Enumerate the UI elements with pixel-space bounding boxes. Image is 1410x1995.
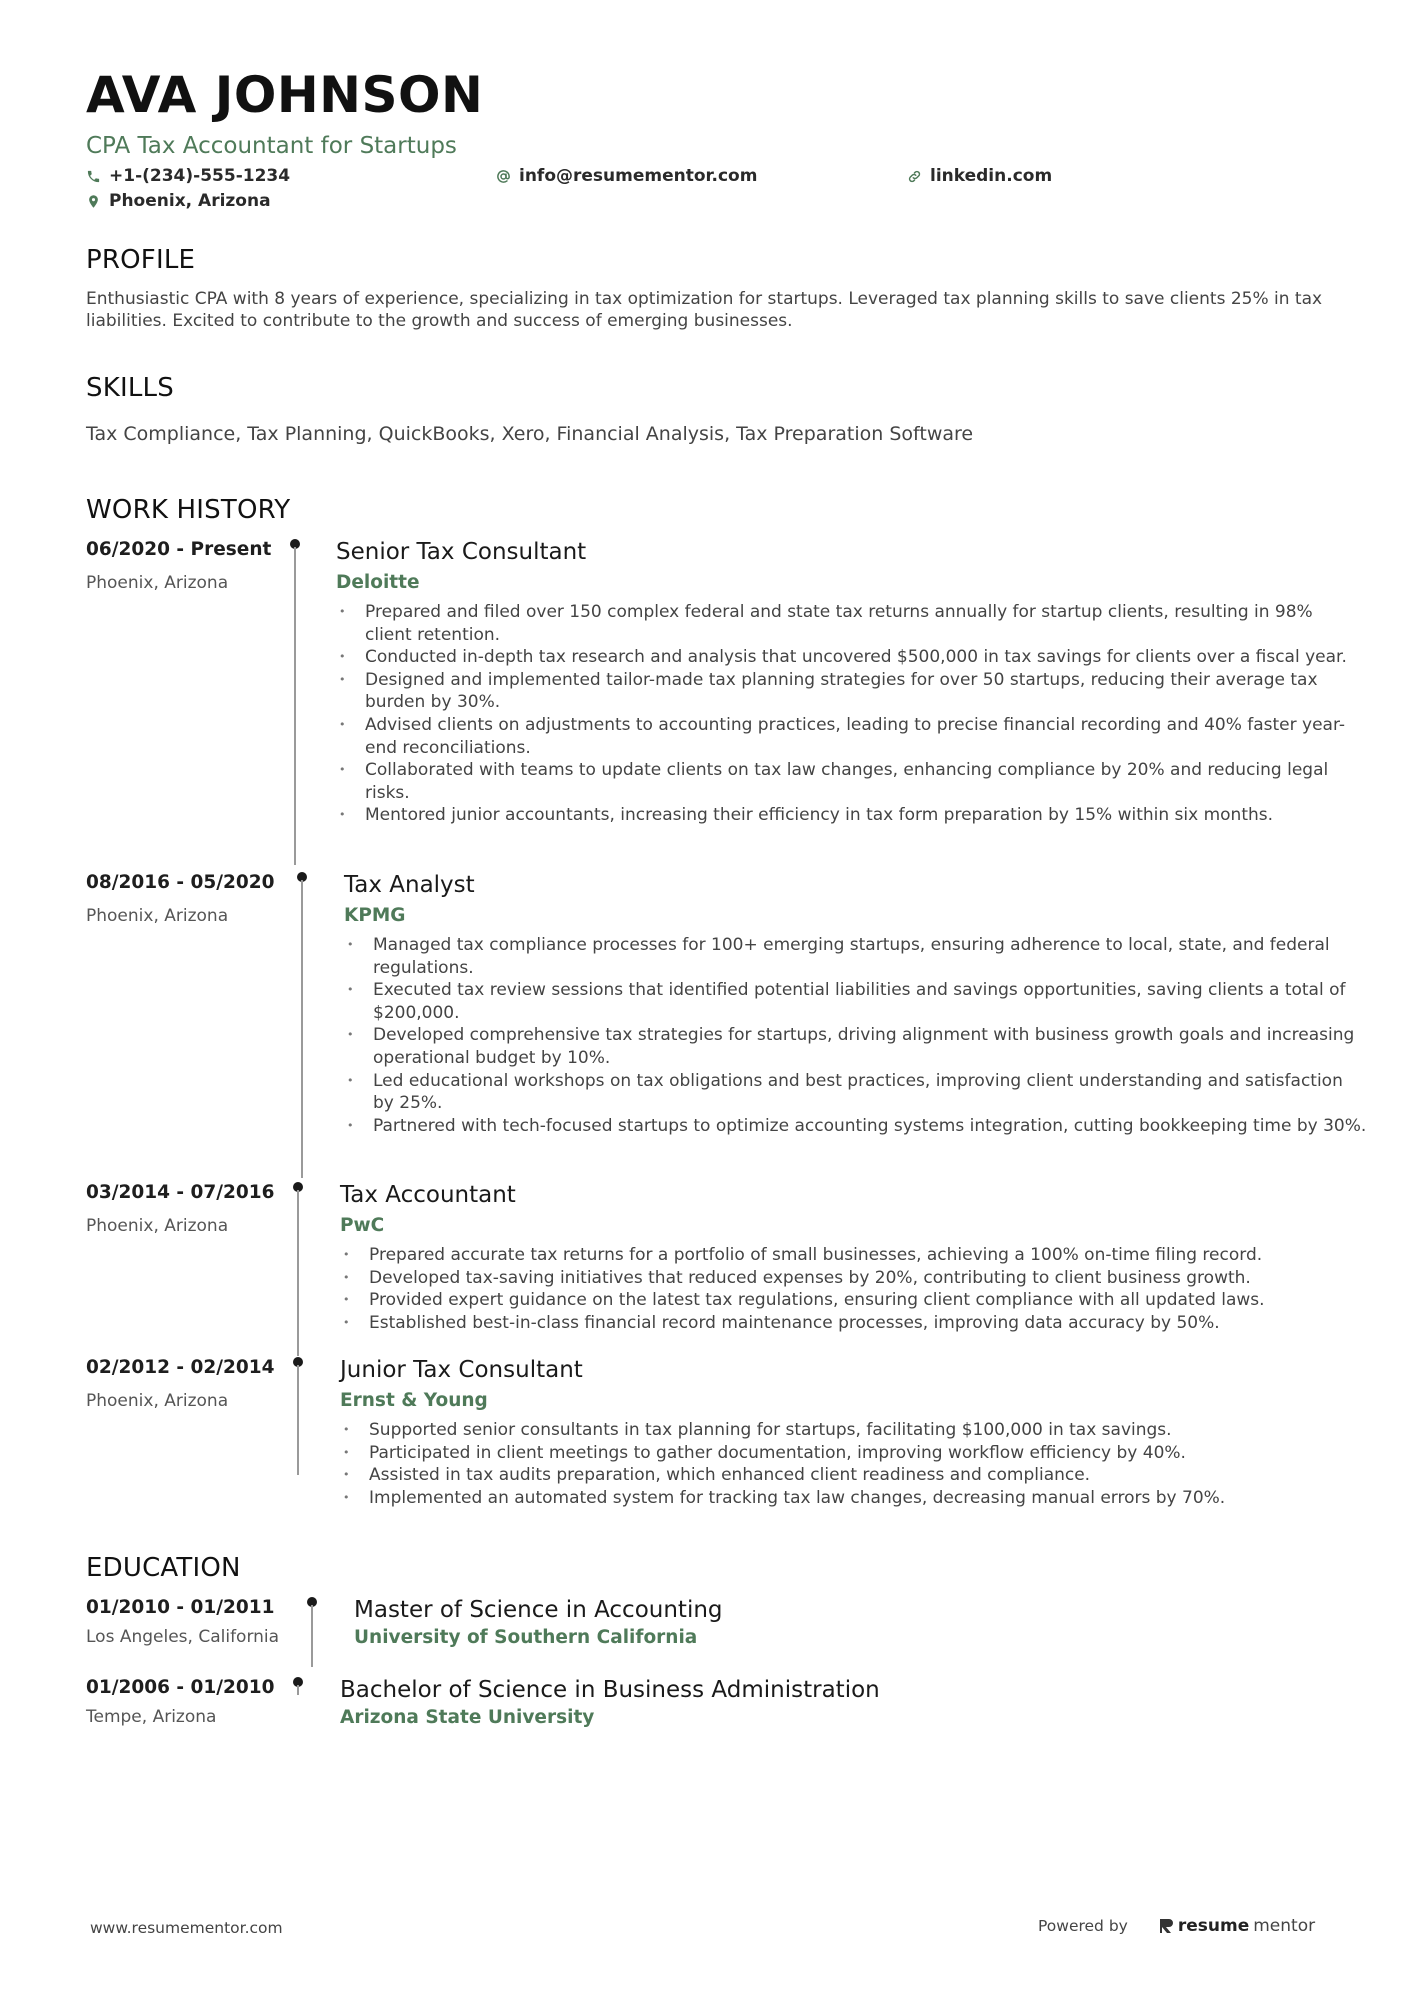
candidate-role: CPA Tax Accountant for Startups bbox=[86, 133, 457, 159]
phone-icon bbox=[86, 169, 101, 184]
job-location: Phoenix, Arizona bbox=[86, 906, 229, 926]
job-title: Tax Accountant bbox=[340, 1182, 516, 1208]
job-dates: 02/2012 - 02/2014 bbox=[86, 1357, 275, 1378]
education-dates: 01/2006 - 01/2010 bbox=[86, 1677, 275, 1698]
brand-name-first: resume bbox=[1177, 1916, 1250, 1936]
job-bullet: • Prepared and filed over 150 complex federal and state tax returns annually for startup clients, resulting in 98% client retention. bbox=[336, 601, 1361, 646]
education-heading: EDUCATION bbox=[86, 1553, 241, 1583]
contact-location bbox=[86, 191, 271, 211]
contact-linkedin[interactable] bbox=[907, 166, 1052, 186]
job-bullet: • Partnered with tech-focused startups to optimize accounting systems integration, cutting bookkeeping time by 30%. bbox=[344, 1115, 1369, 1138]
job-company: KPMG bbox=[344, 905, 406, 926]
job-bullets bbox=[340, 1244, 1365, 1334]
job-company: Deloitte bbox=[336, 572, 420, 593]
job-company: Ernst & Young bbox=[340, 1390, 488, 1411]
phone-text: +1-(234)-555-1234 bbox=[109, 166, 291, 186]
powered-by-text: Powered by bbox=[1038, 1917, 1128, 1935]
job-location: Phoenix, Arizona bbox=[86, 1391, 229, 1411]
education-school: Arizona State University bbox=[340, 1707, 595, 1728]
education-location: Los Angeles, California bbox=[86, 1627, 280, 1647]
education-school: University of Southern California bbox=[354, 1627, 698, 1648]
job-bullet: • Prepared accurate tax returns for a portfolio of small businesses, achieving a 100% on-time filing record. bbox=[340, 1244, 1365, 1267]
brand-name-second: mentor bbox=[1253, 1916, 1316, 1936]
job-dates: 06/2020 - Present bbox=[86, 539, 272, 560]
brand-logo-icon bbox=[1158, 1917, 1174, 1935]
job-bullet: • Led educational workshops on tax obligations and best practices, improving client understanding and satisfaction by 25%. bbox=[344, 1070, 1369, 1115]
profile-heading: PROFILE bbox=[86, 245, 196, 275]
job-bullet: • Implemented an automated system for tracking tax law changes, decreasing manual errors by 70%. bbox=[340, 1487, 1365, 1510]
job-title: Tax Analyst bbox=[344, 872, 475, 898]
job-bullet: • Conducted in-depth tax research and analysis that uncovered $500,000 in tax savings for clients over a fiscal year. bbox=[336, 646, 1361, 669]
location-text: Phoenix, Arizona bbox=[109, 191, 271, 211]
job-bullet: • Developed comprehensive tax strategies for startups, driving alignment with business growth goals and increasing operational budget by 10%. bbox=[344, 1024, 1369, 1069]
job-title: Senior Tax Consultant bbox=[336, 539, 587, 565]
timeline-line bbox=[294, 547, 296, 865]
job-bullet: • Managed tax compliance processes for 100+ emerging startups, ensuring adherence to local, state, and federal regulations. bbox=[344, 934, 1369, 979]
job-location: Phoenix, Arizona bbox=[86, 573, 229, 593]
map-pin-icon bbox=[86, 194, 101, 209]
candidate-name: AVA JOHNSON bbox=[86, 66, 484, 124]
timeline-line bbox=[297, 1365, 299, 1475]
job-bullet: • Executed tax review sessions that identified potential liabilities and savings opportunities, saving clients a total of $200,000. bbox=[344, 979, 1369, 1024]
job-bullet: • Collaborated with teams to update clients on tax law changes, enhancing compliance by 20% and reducing legal risks. bbox=[336, 759, 1361, 804]
timeline-line bbox=[311, 1605, 313, 1667]
job-bullet: • Assisted in tax audits preparation, which enhanced client readiness and compliance. bbox=[340, 1464, 1365, 1487]
job-dates: 08/2016 - 05/2020 bbox=[86, 872, 275, 893]
job-bullets bbox=[336, 601, 1361, 827]
profile-text: Enthusiastic CPA with 8 years of experience, specializing in tax optimization for startups. Leveraged tax planning skills to save clients 25% in tax liabilities. Excited to contribute to the growth and success of emerging businesses. bbox=[86, 289, 1323, 331]
job-bullet: • Mentored junior accountants, increasing their efficiency in tax form preparation by 15% within six months. bbox=[336, 804, 1361, 827]
job-bullet: • Supported senior consultants in tax planning for startups, facilitating $100,000 in tax savings. bbox=[340, 1419, 1365, 1442]
timeline-line bbox=[301, 880, 303, 1178]
job-bullet: • Developed tax-saving initiatives that reduced expenses by 20%, contributing to client business growth. bbox=[340, 1267, 1365, 1290]
education-location: Tempe, Arizona bbox=[86, 1707, 217, 1727]
contact-email[interactable] bbox=[496, 166, 757, 186]
footer-powered-by bbox=[1038, 1916, 1315, 1936]
job-dates: 03/2014 - 07/2016 bbox=[86, 1182, 275, 1203]
education-degree: Master of Science in Accounting bbox=[354, 1597, 723, 1623]
job-location: Phoenix, Arizona bbox=[86, 1216, 229, 1236]
brand-logo[interactable] bbox=[1158, 1916, 1315, 1936]
job-bullet: • Established best-in-class financial record maintenance processes, improving data accuracy by 50%. bbox=[340, 1312, 1365, 1335]
email-text: info@resumementor.com bbox=[519, 166, 758, 186]
timeline-line bbox=[297, 1190, 299, 1356]
job-bullet: • Participated in client meetings to gather documentation, improving workflow efficiency by 40%. bbox=[340, 1442, 1365, 1465]
job-bullet: • Provided expert guidance on the latest tax regulations, ensuring client compliance with all updated laws. bbox=[340, 1289, 1365, 1312]
work-history-heading: WORK HISTORY bbox=[86, 495, 291, 525]
contact-phone[interactable] bbox=[86, 166, 290, 186]
footer-website[interactable]: www.resumementor.com bbox=[90, 1919, 283, 1937]
education-dates: 01/2010 - 01/2011 bbox=[86, 1597, 275, 1618]
job-title: Junior Tax Consultant bbox=[340, 1357, 583, 1383]
at-icon bbox=[496, 169, 511, 184]
skills-text: Tax Compliance, Tax Planning, QuickBooks, Xero, Financial Analysis, Tax Preparation Software bbox=[86, 423, 974, 445]
job-bullet: • Designed and implemented tailor-made tax planning strategies for over 50 startups, reducing their average tax burden by 30%. bbox=[336, 669, 1361, 714]
link-icon bbox=[907, 169, 922, 184]
job-bullets bbox=[340, 1419, 1365, 1509]
job-bullets bbox=[344, 934, 1369, 1137]
job-company: PwC bbox=[340, 1215, 385, 1236]
skills-heading: SKILLS bbox=[86, 373, 174, 403]
linkedin-text: linkedin.com bbox=[930, 166, 1053, 186]
timeline-line bbox=[297, 1685, 299, 1695]
job-bullet: • Advised clients on adjustments to accounting practices, leading to precise financial recording and 40% faster year-end reconciliations. bbox=[336, 714, 1361, 759]
education-degree: Bachelor of Science in Business Administration bbox=[340, 1677, 880, 1703]
